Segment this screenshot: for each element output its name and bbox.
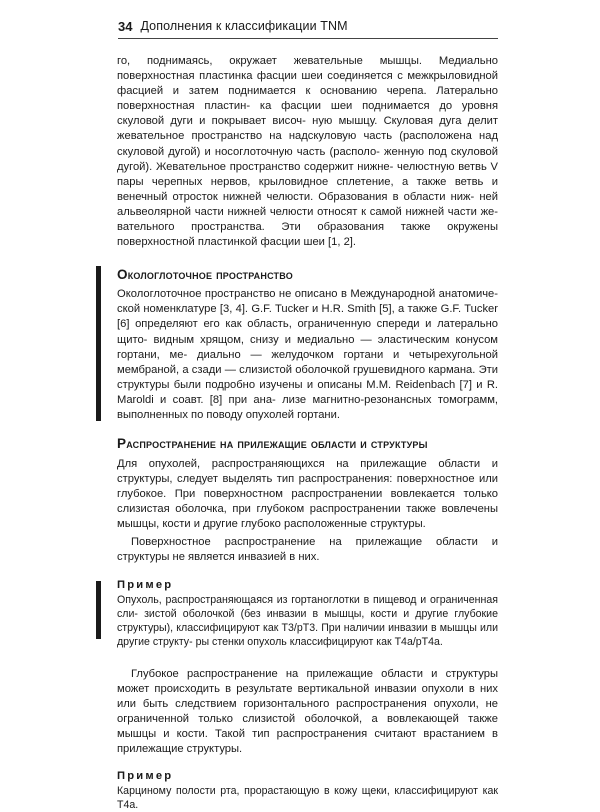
example-box [117, 770, 498, 812]
text-line: классифицируют как T3/pT3. При наличии инвазии в мышцы или другие структу- [117, 621, 498, 648]
text-line: лизе магнитно-резонансных томограмм, выполненных по поводу опухолей [117, 393, 499, 421]
text-line: пластинка фасции шеи соединяется с межкрыловидной фасцией и затем [117, 70, 499, 98]
text-line: Окологлоточное пространство не описано в Международной анатомиче- [117, 288, 498, 301]
text-line: зистой оболочкой (без инвазии в мышцы, кости и другие глубокие структуры), [117, 607, 498, 634]
section-paragraph [117, 535, 498, 565]
text-line: Опухоль, распространяющаяся из гортаноглотки в пищевод и ограниченная сли- [117, 593, 498, 620]
text-line: не является инвазией в них. [172, 550, 320, 563]
page-body [117, 54, 498, 812]
running-header [118, 14, 498, 39]
body-paragraph [117, 667, 498, 758]
text-line: при глубоком распространении также вовлечены мышцы, кости и другие [117, 503, 499, 531]
section-marker-bar [96, 266, 101, 421]
text-line: женную под скуловой дугой). Жевательное пространство содержит нижне- [117, 145, 499, 173]
text-line: поверхностном распространении вовлекается только слизистая оболочка, [117, 488, 499, 516]
text-line: Глубокое распространение на прилежащие области и структуры может [117, 667, 498, 695]
text-line: челюстную ветвь V пары черепных нервов, крыловидное сплетение, а также [117, 160, 498, 188]
text-line: слизистой оболочкой грушевидного кармана. Эти структуры были подробно [117, 363, 499, 391]
example-heading: Пример [117, 578, 174, 591]
section-heading: Распространение на прилежащие области и структуры [117, 436, 428, 452]
text-line: изучены и описаны M.M. Reidenbach [7] и R. Maroldi и соавт. [8] при ана- [117, 378, 499, 406]
text-line: следует выделять тип распространения: поверхностное или глубокое. При [117, 473, 498, 501]
example-heading: Пример [117, 770, 174, 783]
example-text [117, 784, 498, 812]
text-line: поднимается к основанию черепа. Латерально поверхностная пластин- [117, 85, 498, 113]
text-line: Поверхностное распространение на прилежащие области и структуры [117, 535, 498, 563]
text-line: ка фасции шеи поднимается до уровня скуловой дуги и покрывает височ- [117, 100, 499, 128]
text-line: глубоко расположенные структуры. [240, 518, 426, 531]
page-number: 34 [118, 18, 133, 34]
section-heading: Окологлоточное пространство [117, 267, 293, 283]
section-parapharyngeal [117, 267, 498, 423]
text-line: Карциному полости рта, прорастающую в кожу щеки, классифицируют как T4a. [117, 785, 498, 812]
text-line: вательного пространства. Эти образования также окружены поверхностной [117, 221, 498, 249]
text-line: видным хрящом, снизу и медиально — эластическим конусом гортани, ме- [117, 333, 498, 361]
text-line: [6] определяют его как область, ограниченную спереди и латерально щито- [117, 318, 498, 346]
text-line: ную мышцу. Скуловая дуга делит жевательное пространство на надскуловую [117, 115, 499, 143]
text-line: только слизистой оболочкой, а вовлекающей также мышцы и кости. Такой [117, 713, 498, 741]
text-line: ры стенки опухоль классифицируют как T4a/pT4a. [195, 635, 443, 648]
text-line: диально — желудочком гортани и четырехугольной мембраной, а сзади — [117, 348, 498, 376]
section-paragraph [117, 457, 498, 532]
text-line: го, поднимаясь, окружает жевательные мышцы. Медиально поверхностная [117, 55, 498, 83]
section-spread [117, 436, 498, 565]
text-line: часть (расположена над скуловой дугой) и носоглоточную часть (располо- [117, 130, 498, 158]
text-line: ней альвеолярной части нижней челюсти относят к самой нижней части же- [117, 190, 499, 218]
text-line: происходить в результате вертикальной инвазии опухоли в них или быть [117, 682, 499, 710]
text-line: следствием горизонтального распространения опухоли, не ограниченной [117, 697, 498, 725]
text-line: пластинкой фасции шеи [1, 2]. [197, 236, 357, 249]
example-box [117, 579, 498, 649]
text-line: ской номенклатуре [3, 4]. G.F. Tucker и H.R. Smith [5], а также G.F. Tucker [117, 303, 498, 316]
text-line: Для опухолей, распространяющихся на прилежащие области и структуры, [117, 458, 498, 486]
running-title: Дополнения к классификации TNM [140, 19, 348, 33]
text-line: ветвь и венечный отросток нижней челюсти. Образования в области ниж- [117, 175, 499, 203]
example-text [117, 593, 498, 649]
example-marker-bar [96, 581, 101, 639]
text-line: гортани. [297, 408, 340, 421]
text-line: тип распространения считают врастанием в прилежащие структуры. [117, 728, 499, 756]
section-paragraph [117, 287, 498, 423]
intro-paragraph [117, 54, 498, 250]
